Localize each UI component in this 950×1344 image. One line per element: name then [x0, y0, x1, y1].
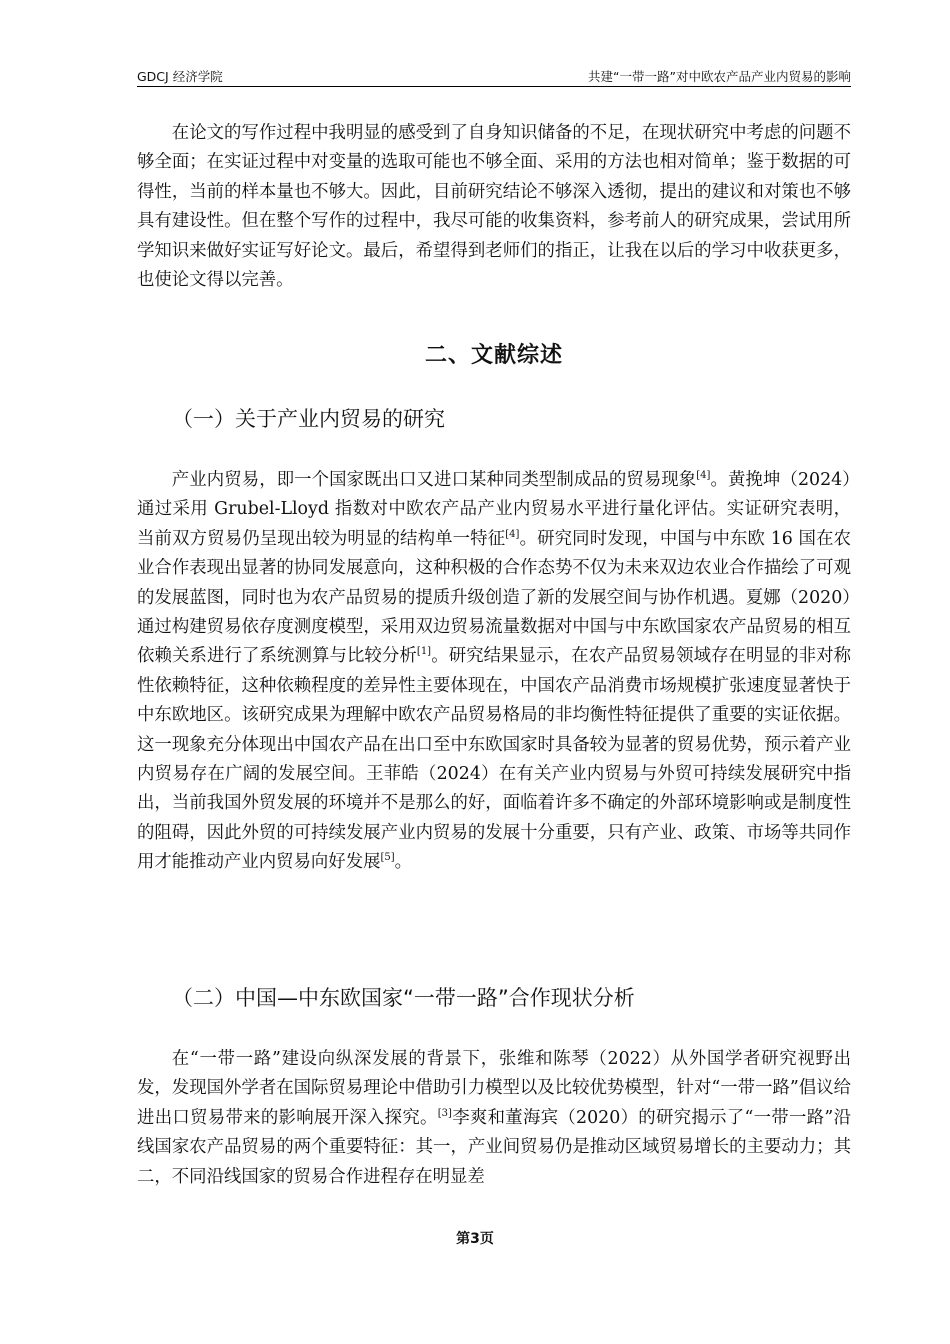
intro-paragraph: 在论文的写作过程中我明显的感受到了自身知识储备的不足，在现状研究中考虑的问题不够全面；在实证过程中对变量的选取可能也不够全面、采用的方法也相对简单；鉴于数据的可得性，当前的样本量也不够大。因此，目前研究结论不够深入透彻，提出的建议和对策也不够具有建设性。但在整个写作的过程中，我尽可能的收集资料，参考前人的研究成果，尝试用所学知识来做好实证写好论文。最后，希望得到老师们的指正，让我在以后的学习中收获更多，也使论文得以完善。 — [137, 123, 851, 291]
citation-ref: [5] — [380, 852, 395, 864]
citation-ref: [3] — [437, 1107, 452, 1119]
paragraph-text: 。 — [394, 852, 413, 873]
citation-ref: [1] — [416, 646, 432, 658]
subsection-1-paragraph — [137, 466, 851, 878]
subsection-2-title: （二）中国—中东欧国家“一带一路”合作现状分析 — [172, 986, 635, 1010]
header-thesis-title: 共建“一带一路”对中欧农产品产业内贸易的影响 — [588, 69, 851, 84]
paragraph-text: 。研究结果显示，在农产品贸易领域存在明显的非对称性依赖特征，这种依赖程度的差异性主要体现在，中国农产品消费市场规模扩张速度显著快于中东欧地区。该研究成果为理解中欧农产品贸易格局的非均衡性特征提供了重要的实证依据。这一现象充分体现出中国农产品在出口至中东欧国家时具备较为显著的贸易优势，预示着产业内贸易存在广阔的发展空间。王菲皓（2024）在有关产业内贸易与外贸可持续发展研究中指出，当前我国外贸发展的环境并不是那么的好，面临着许多不确定的外部环境影响或是制度性的阻碍，因此外贸的可持续发展产业内贸易的发展十分重要，只有产业、政策、市场等共同作用才能推动产业内贸易向好发展 — [137, 646, 851, 873]
paragraph-text: 在“一带一路”建设向纵深发展的背景下，张维和陈琴（2022）从外国学者研究视野出发，发现国外学者在国际贸易理论中借助引力模型以及比较优势模型，针对“一带一路”倡议给进出口贸易带来的影响展开深入探究。 — [137, 1049, 851, 1128]
paragraph-text: 李爽和董海宾（2020）的研究揭示了“一带一路”沿线国家农产品贸易的两个重要特征：其一，产业间贸易仍是推动区域贸易增长的主要动力；其二，不同沿线国家的贸易合作进程存在明显差 — [137, 1107, 851, 1187]
citation-ref: [4] — [696, 470, 711, 481]
subsection-2-paragraph — [137, 1045, 851, 1192]
paragraph-text: 产业内贸易，即一个国家既出口又进口某种同类型制成品的贸易现象 — [171, 470, 697, 490]
page-header — [137, 66, 851, 87]
page-number: 第3页 — [456, 1231, 494, 1247]
citation-ref: [4] — [505, 528, 520, 540]
paragraph-text: 。黄挽坤（2024）通过采用 Grubel-Lloyd 指数对中欧农产品产业内贸易水平进行量化评估。实证研究表明，当前双方贸易仍呈现出较为明显的结构单一特征 — [137, 470, 851, 549]
paragraph-text: 。研究同时发现，中国与中东欧 16 国在农业合作表现出显著的协同发展意向，这种积极的合作态势不仅为未来双边农业合作描绘了可观的发展蓝图，同时也为农产品贸易的提质升级创造了新的发展空间与协作机遇。夏娜（2020）通过构建贸易依存度测度模型，采用双边贸易流量数据对中国与中东欧国家农产品贸易的相互依赖关系进行了系统测算与比较分析 — [137, 528, 851, 667]
header-institution: GDCJ 经济学院 — [137, 69, 223, 84]
subsection-1-title: （一）关于产业内贸易的研究 — [172, 407, 445, 431]
section-title: 二、文献综述 — [424, 343, 563, 368]
